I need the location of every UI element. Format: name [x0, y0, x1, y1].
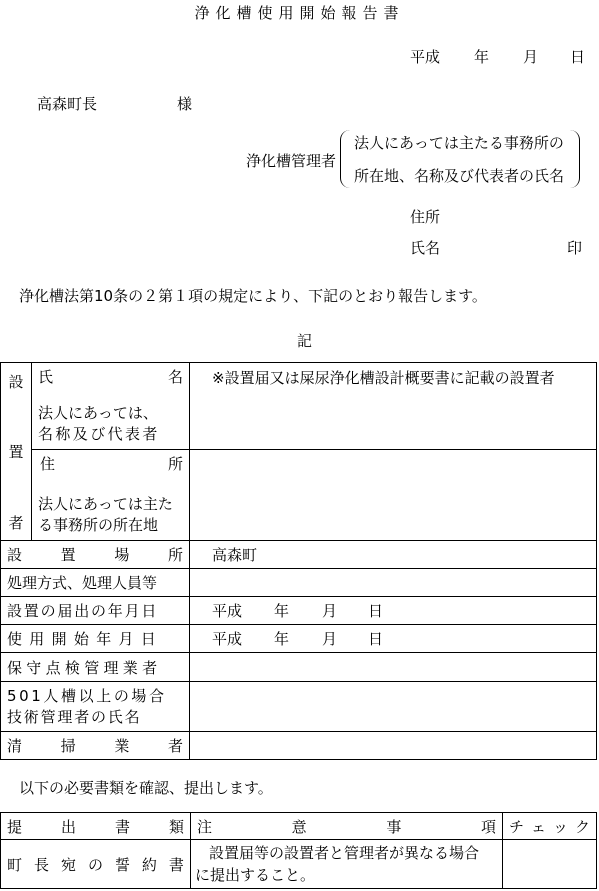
date-year: 年 [474, 48, 490, 66]
tech-manager-field[interactable] [190, 682, 597, 732]
manager-bracket-line1: 法人にあっては主たる事務所の [354, 134, 564, 152]
installer-address-field[interactable] [190, 450, 597, 541]
doc-pledge-checkbox[interactable] [503, 840, 597, 889]
installer-vertical-label [1, 363, 32, 541]
report-date [410, 46, 585, 67]
ki-heading: 記 [296, 332, 312, 350]
location-field[interactable] [190, 541, 597, 569]
notification-date-field[interactable]: 平成 年 月 日 [190, 597, 597, 625]
docs-header-doc: 提 出 書 類 [1, 813, 191, 840]
docs-header-check: チ ェ ッ ク [503, 813, 597, 840]
name-sub-1: 法人にあっては、 [38, 404, 158, 422]
form-title: 浄化槽使用開始報告書 [194, 4, 405, 22]
address-label-1: 住 [40, 455, 56, 473]
start-date-field[interactable]: 平成 年 月 日 [190, 625, 597, 653]
address-label-2: 所 [167, 455, 183, 473]
installer-name-note: ※設置届又は屎尿浄化槽設計概要書に記載の設置者 [212, 369, 555, 387]
addressee-honorific: 様 [177, 95, 193, 113]
cleaning-company-label: 清 掃 業 者 [1, 732, 190, 760]
address-sub-1: 法人にあっては主た [38, 495, 173, 513]
documents-table [0, 812, 597, 889]
manager-label: 浄化槽管理者 [246, 152, 337, 170]
name-label-1: 氏 [38, 368, 54, 386]
tech-manager-label: 501人槽以上の場合 技術管理者の氏名 [1, 682, 190, 732]
start-date-label: 使用開始年月日 [1, 625, 190, 653]
seal-mark: 印 [567, 239, 583, 257]
docs-header-note: 注 意 事 項 [191, 813, 503, 840]
manager-bracket-line2: 所在地、名称及び代表者の氏名 [354, 167, 565, 185]
manager-address-label: 住所 [410, 208, 441, 226]
name-label-2: 名 [167, 368, 183, 386]
installer-name-label-cell [32, 363, 190, 450]
addressee-name: 高森町長 [37, 95, 98, 113]
treatment-method-field[interactable] [190, 569, 597, 597]
installer-char-3: 者 [8, 513, 24, 532]
date-day: 日 [570, 48, 586, 66]
location-value: 高森町 [212, 546, 258, 564]
submission-intro: 以下の必要書類を確認、提出します。 [19, 779, 273, 797]
report-table [0, 362, 597, 760]
location-label: 設 置 場 所 [1, 541, 190, 569]
cleaning-company-field[interactable] [190, 732, 597, 760]
date-month: 月 [523, 48, 539, 66]
installer-char-1: 設 [8, 372, 24, 391]
maintenance-company-field[interactable] [190, 653, 597, 682]
date-era: 平成 [410, 48, 441, 66]
manager-name-label: 氏名 [410, 239, 441, 257]
name-sub-2: 名称及び代表者 [38, 425, 160, 443]
installer-name-field[interactable] [190, 363, 597, 450]
doc-pledge-note: 設置届等の設置者と管理者が異なる場合 に提出すること。 [191, 840, 503, 889]
doc-pledge-label: 町 長 宛 の 誓 約 書 [1, 840, 191, 889]
maintenance-company-label: 保守点検管理業者 [1, 653, 190, 682]
preface-text: 浄化槽法第10条の２第１項の規定により、下記のとおり報告します。 [19, 287, 487, 305]
address-sub-2: る事務所の所在地 [38, 516, 159, 534]
notification-date-label: 設置の届出の年月日 [1, 597, 190, 625]
installer-address-label-cell [32, 450, 190, 541]
treatment-method-label: 処理方式、処理人員等 [1, 569, 190, 597]
installer-char-2: 置 [8, 443, 24, 461]
addressee [37, 93, 193, 114]
